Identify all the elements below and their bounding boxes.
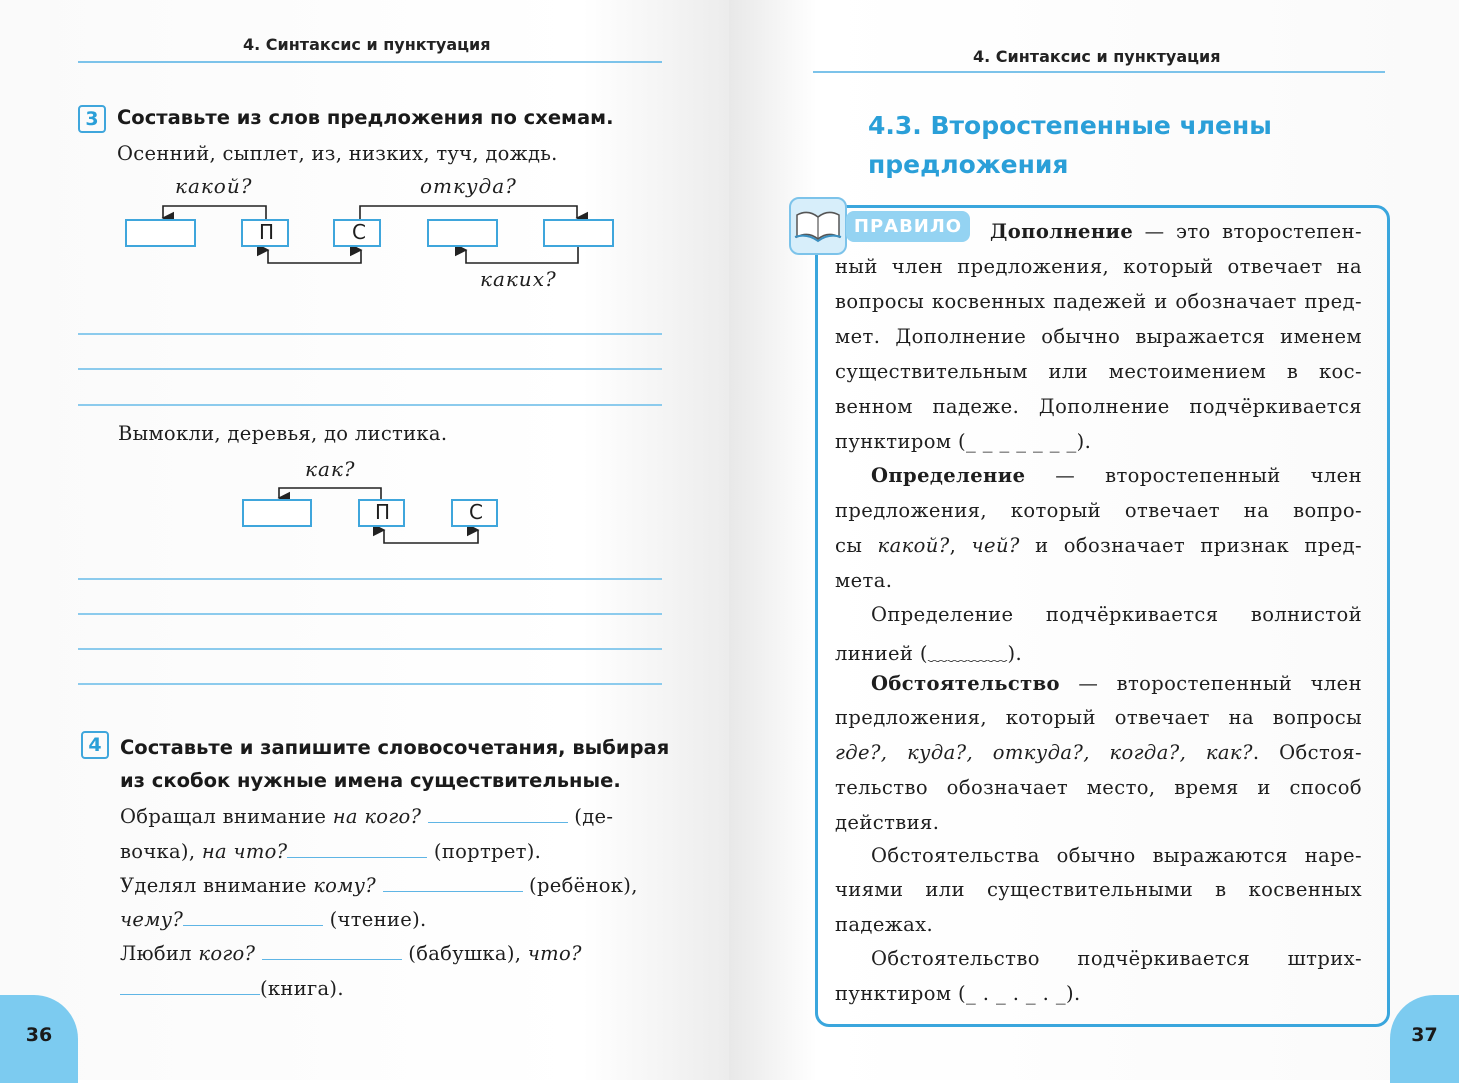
answer-blank[interactable] [383,873,523,892]
rule-line [835,569,1362,592]
arrow-kakih [466,246,578,263]
text-segment: падежах. [835,913,934,936]
rule-line [835,776,1362,799]
text-segment: Обстоятельство подчёркивается штрих- [871,947,1362,970]
answer-blank[interactable] [183,907,323,926]
scheme-box [544,220,613,246]
term: Дополнение [990,220,1134,243]
question-word: что? [527,942,582,965]
text-segment: действия. [835,811,940,834]
answer-blank[interactable] [287,839,427,858]
text-segment: вопросы косвенных падежей и обозначает пред- [835,290,1362,313]
arrow-subject-predicate-2 [384,530,478,543]
writing-line[interactable] [78,613,662,615]
exercise-4-task-line: Составьте и запишите словосочетания, выбирая [120,736,670,759]
text-segment: (бабушка), [401,942,528,965]
text-segment: Определение подчёркивается волнистой [871,603,1362,626]
exercise-4-line [120,941,582,965]
exercise-4-line [120,873,638,897]
exercise-3-words-2: Вымокли, деревья, до листика. [118,422,448,445]
question-word: чей? [971,534,1020,557]
exercise-4-line [120,907,426,931]
text-segment: ный член предложения, который отвечает на [835,255,1362,278]
text-segment: пунктиром (_ . _ . _ . _). [835,982,1081,1005]
rule-line [835,430,1362,453]
text-segment: — второстепенный член [1059,672,1362,695]
scheme1-question-left: какой? [175,174,253,198]
rule-line [835,913,1362,936]
exercise-4-line [120,839,541,863]
text-segment: тельство обозначает место, время и способ [835,776,1362,799]
text-segment: (чтение). [323,908,427,931]
rule-line [871,603,1362,626]
text-segment: и обозначает признак пред- [1019,534,1362,557]
rule-line [990,220,1362,243]
text-segment: (портрет). [427,840,542,863]
rule-line [835,982,1362,1005]
text-segment: сы [835,534,878,557]
writing-line[interactable] [78,683,662,685]
rule-line [871,464,1362,487]
question-word: чему? [120,908,184,931]
text-segment: линией (﹏﹏﹏﹏). [835,642,1023,665]
text-segment: мета. [835,569,893,592]
writing-line[interactable] [78,404,662,406]
scheme1-question-bottom: каких? [480,267,557,291]
arrow-subject-predicate [268,250,361,263]
rule-line [835,741,1362,764]
rule-line [871,947,1362,970]
rule-line [835,255,1362,278]
answer-blank[interactable] [120,976,260,995]
scheme-box [243,500,311,526]
section-title: 4.3. Второстепенные члены [868,111,1272,140]
arrow-otkuda [360,206,577,220]
page-number-36: 36 [0,995,78,1083]
rule-line [835,811,1362,834]
rule-line [835,878,1362,901]
box-predicate: П [259,220,275,244]
exercise-4-line [120,804,613,828]
exercise-3-number: 3 [78,105,106,133]
book-icon [789,197,847,255]
header-rule [813,71,1385,73]
rule-line [835,706,1362,729]
rule-line [835,325,1362,348]
text-segment: существительным или местоимением в кос- [835,360,1362,383]
scheme-box [126,220,195,246]
text-segment: мет. Дополнение обычно выражается именем [835,325,1362,348]
writing-line[interactable] [78,648,662,650]
rule-line [835,395,1362,418]
arrow-kakoy [163,206,266,220]
text-segment: Обращал внимание [120,805,333,828]
exercise-3-words-1: Осенний, сыплет, из, низких, туч, дождь. [117,142,558,165]
box-subject: С [352,220,367,244]
writing-line[interactable] [78,368,662,370]
text-segment: (ребёнок), [522,874,638,897]
rule-line [835,499,1362,522]
exercise-4-task-line: из скобок нужные имена существительные. [120,769,621,792]
text-segment: предложения, который отвечает на вопро- [835,499,1362,522]
text-segment: . Обстоя- [1252,741,1362,764]
box-subject: С [469,500,484,524]
question-word: где?, куда?, откуда?, когда?, как? [835,741,1253,764]
box-predicate: П [375,500,391,524]
term: Обстоятельство [871,672,1060,695]
exercise-4-number: 4 [81,731,109,759]
exercise-4-line [120,976,344,1000]
left-running-header: 4. Синтаксис и пунктуация [243,35,491,54]
answer-blank[interactable] [262,941,402,960]
text-segment: — это второстепен- [1133,220,1362,243]
question-word: на кого? [332,805,422,828]
writing-line[interactable] [78,333,662,335]
writing-line[interactable] [78,578,662,580]
rule-label: ПРАВИЛО [846,211,970,242]
rule-line [835,290,1362,313]
rule-line [871,844,1362,867]
text-segment: предложения, который отвечает на вопросы [835,706,1362,729]
question-word: на что? [201,840,288,863]
page-number-37: 37 [1390,995,1459,1083]
answer-blank[interactable] [428,804,568,823]
text-segment: — второстепенный член [1025,464,1362,487]
term: Определение [871,464,1026,487]
text-segment: , [949,534,972,557]
scheme2-question: как? [305,457,356,481]
text-segment: (книга). [260,977,344,1000]
exercise-3-task: Составьте из слов предложения по схемам. [117,106,614,129]
text-segment: Любил [120,942,199,965]
text-segment: пунктиром (_ _ _ _ _ _ _). [835,430,1092,453]
text-segment: Обстоятельства обычно выражаются наре- [871,844,1362,867]
text-segment: (де- [567,805,614,828]
rule-line [835,360,1362,383]
text-segment: Уделял внимание [120,874,314,897]
rule-line [835,534,1362,557]
right-running-header: 4. Синтаксис и пунктуация [973,47,1221,66]
question-word: кому? [313,874,377,897]
arrow-kak [279,488,381,500]
question-word: кого? [198,942,256,965]
scheme1-question-right: откуда? [420,174,517,198]
text-segment: чиями или существительными в косвенных [835,878,1362,901]
question-word: какой? [877,534,950,557]
rule-line [871,672,1362,695]
rule-line [835,638,1362,666]
text-segment: венном падеже. Дополнение подчёркивается [835,395,1362,418]
section-title: предложения [868,150,1069,179]
text-segment: вочка), [120,840,202,863]
scheme-box [428,220,497,246]
